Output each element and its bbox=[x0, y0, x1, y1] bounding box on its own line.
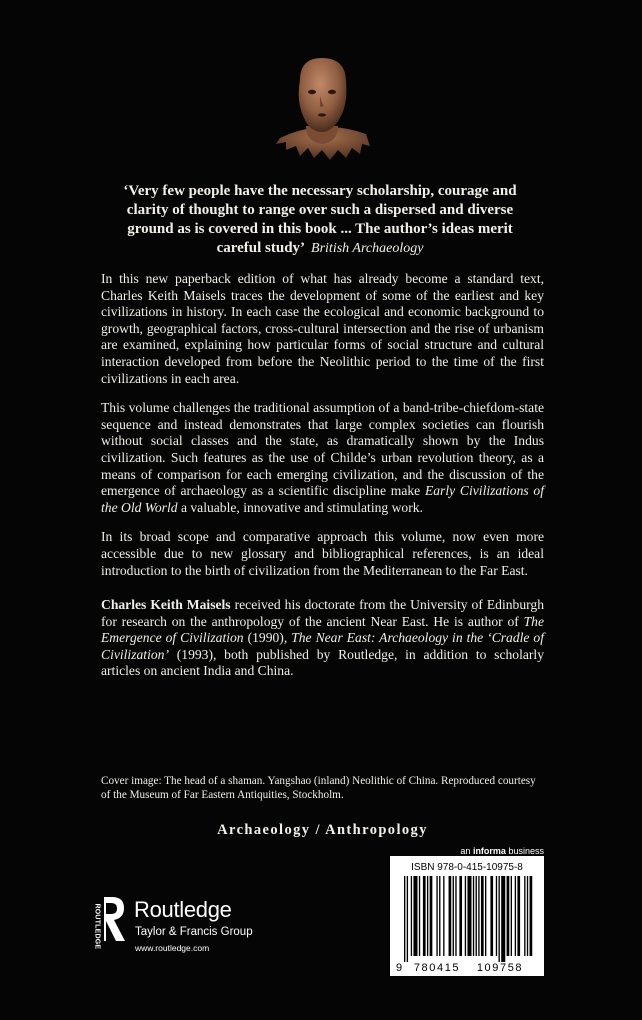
blurb-body bbox=[101, 271, 544, 693]
bio-text-a: received his doctorate from the University of Edinburgh for research on the anthropology of the ancient Near East. He is author of bbox=[101, 597, 544, 629]
barcode-bar bbox=[515, 876, 516, 956]
barcode-bar bbox=[530, 876, 533, 956]
barcode-bar bbox=[499, 876, 500, 962]
isbn-label: ISBN 978-0-415-10975-8 bbox=[411, 862, 523, 873]
publisher-name: Routledge bbox=[134, 897, 232, 922]
routledge-logo bbox=[92, 893, 292, 953]
barcode-bar bbox=[411, 876, 412, 956]
quote-source: British Archaeology bbox=[311, 241, 424, 256]
barcode-bar bbox=[507, 876, 510, 956]
barcode-first-digit: 9 bbox=[396, 962, 403, 974]
barcode-bar bbox=[485, 876, 486, 956]
bio-title-1: The Emergence of Civilization bbox=[101, 613, 545, 646]
cover-credit: Cover image: The head of a shaman. Yangshao (inland) Neolithic of China. Reproduced courtesy of the Museum of Far Eastern Antiquities, Stockholm. bbox=[101, 775, 536, 801]
barcode-bar bbox=[453, 876, 454, 956]
informa-suffix: business bbox=[508, 846, 544, 856]
p2-text-a: This volume challenges the traditional assumption of a band-tribe-chiefdom-state sequence and instead demonstrates that large complex societies can flourish without social classes and the state, as dramatically shown by the Indus civilization. Such features as the use of Childe’s urban revolution theory, as a means of comparison for each emerging civilization, and the discussion of the emergence of archaeology as a scientific discipline make bbox=[101, 400, 544, 499]
barcode-bar bbox=[473, 876, 474, 956]
bio-text-b: (1990), bbox=[247, 630, 288, 646]
author-bio bbox=[101, 597, 544, 680]
subject-category: Archaeology / Anthropology bbox=[217, 822, 428, 838]
informa-brand: informa bbox=[472, 846, 506, 856]
isbn-barcode bbox=[390, 856, 544, 976]
bio-title-2: The Near East: Archaeology in the ‘Cradle of Civilization’ bbox=[101, 630, 545, 662]
blurb-paragraph-1: In this new paperback edition of what has already become a standard text, Charles Keith Maisels traces the development of some of the earliest and key civilizations in history. In each case the ecological and economic background to growth, geographical factors, cross-cultural intersection and the rise of urbanism are examined, explaining how particular forms of social structure and cultural interaction developed from before the Neolithic period to the time of the first civilizations in each area. bbox=[101, 271, 544, 386]
routledge-side-text: ROUTLEDGE bbox=[93, 903, 101, 950]
barcode-bar bbox=[481, 876, 484, 956]
barcode-bar bbox=[467, 876, 471, 956]
barcode-bar bbox=[501, 876, 505, 962]
author-name: Charles Keith Maisels bbox=[101, 597, 231, 613]
publisher-group: Taylor & Francis Group bbox=[135, 926, 253, 938]
barcode-bar bbox=[430, 876, 433, 956]
barcode-bar bbox=[404, 876, 405, 962]
p2-text-b: a valuable, innovative and stimulating work. bbox=[180, 499, 423, 515]
endorsement-quote bbox=[110, 182, 530, 258]
barcode-bar bbox=[476, 876, 477, 956]
barcode-bar bbox=[423, 876, 426, 956]
barcode-bar bbox=[455, 876, 456, 956]
barcode-bar bbox=[459, 876, 462, 956]
barcode-bar bbox=[524, 876, 525, 956]
publisher-url: www.routledge.com bbox=[135, 943, 210, 953]
shaman-head-figure bbox=[270, 52, 374, 164]
p2-book-title: Early Civilizations of the Old World bbox=[101, 483, 544, 515]
barcode-bar bbox=[517, 876, 520, 956]
quote-text: ‘Very few people have the necessary scholarship, courage and clarity of thought to range over such a dispersed and diverse ground as is covered in this book ... The author’s ideas merit careful study’ bbox=[123, 183, 517, 256]
blurb-paragraph-2 bbox=[101, 400, 544, 516]
bio-text-c: (1993), both published by Routledge, in addition to scholarly articles on ancient India and China. bbox=[101, 646, 544, 679]
barcode-bar bbox=[496, 876, 497, 956]
barcode-bar bbox=[407, 876, 408, 962]
barcode-bar bbox=[511, 876, 512, 956]
barcode-bar bbox=[436, 876, 437, 956]
barcode-bars bbox=[404, 876, 532, 962]
barcode-right-digits: 109758 bbox=[476, 962, 524, 974]
blurb-paragraph-3: In its broad scope and comparative approach this volume, now even more accessible due to new glossary and bibliographical references, is an ideal introduction to the birth of civilization from the Mediterranean to the Far East. bbox=[101, 529, 544, 578]
barcode-bar bbox=[465, 876, 466, 956]
barcode-bar bbox=[527, 876, 528, 956]
barcode-bar bbox=[419, 876, 420, 956]
barcode-left-digits: 780415 bbox=[413, 962, 461, 974]
informa-prefix: an bbox=[460, 846, 471, 856]
barcode-bar bbox=[427, 876, 428, 956]
barcode-bar bbox=[490, 876, 493, 956]
informa-tagline bbox=[414, 846, 544, 856]
barcode-bar bbox=[449, 876, 452, 956]
barcode-bar bbox=[439, 876, 440, 956]
barcode-bar bbox=[413, 876, 417, 956]
barcode-bar bbox=[478, 876, 479, 956]
barcode-bar bbox=[443, 876, 444, 956]
